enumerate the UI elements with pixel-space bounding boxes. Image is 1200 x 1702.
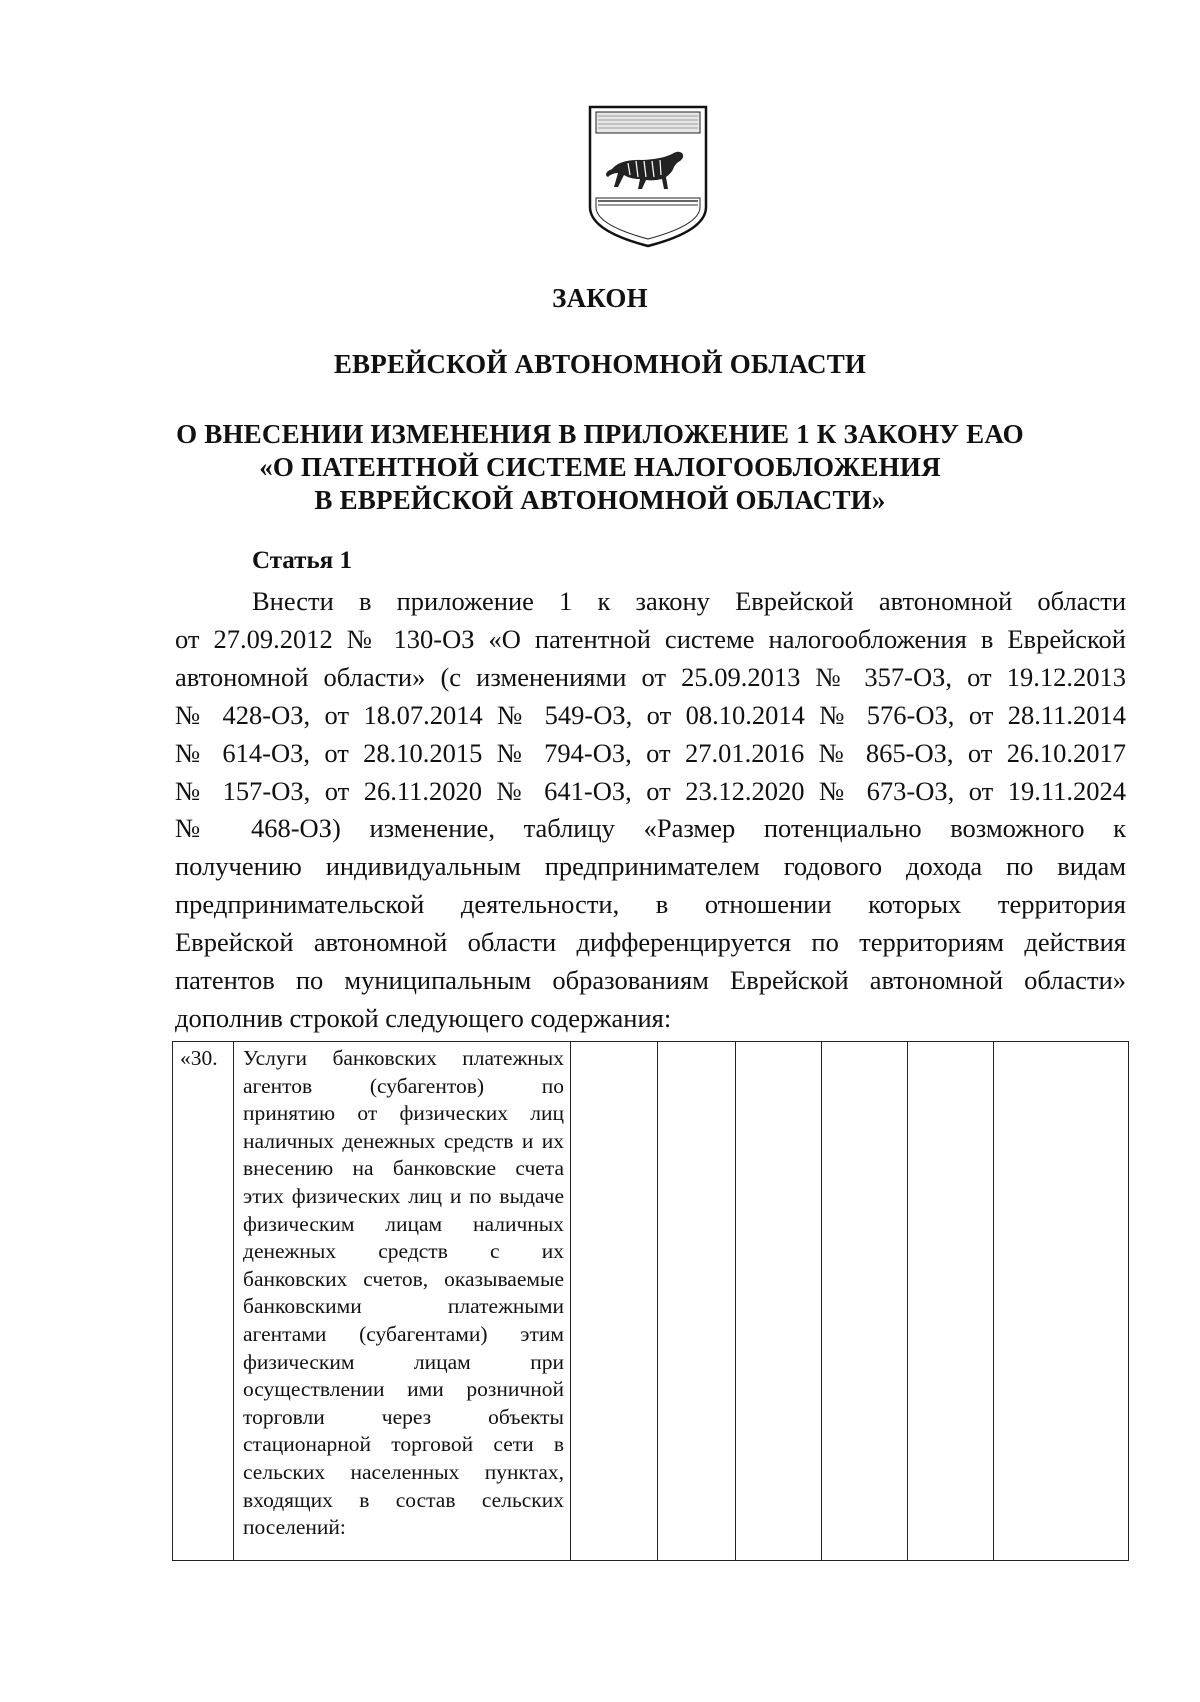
description-line: наличных денежных средств и их [243,1128,564,1153]
description-line: физическим лицам при [243,1349,564,1374]
description-line: поселений: [243,1515,346,1540]
document-heading-law: ЗАКОН [552,283,648,313]
document-heading-region: ЕВРЕЙСКОЙ АВТОНОМНОЙ ОБЛАСТИ [333,349,867,379]
article-line: предпринимательской деятельности, в отношении которых территория [175,889,1126,920]
description-line: торговли через объекты [243,1404,564,1429]
description-line: банковских счетов, оказываемые [243,1266,564,1291]
description-line: входящих в состав сельских [243,1487,564,1512]
description-line: банковскими платежными [243,1294,564,1319]
empty-value-cell [908,1042,994,1561]
empty-value-cell [658,1042,736,1561]
description-line: сельских населенных пунктах, [243,1459,564,1484]
article-line: Еврейской автономной области дифференцируется по территориям действия [175,927,1126,958]
description-line: этих физических лиц и по выдаче [243,1183,564,1208]
empty-value-cell [736,1042,822,1561]
empty-value-cell [994,1042,1129,1561]
article-line: патентов по муниципальным образованиям Еврейской автономной области» [175,965,1126,996]
empty-value-cell [571,1042,658,1561]
article-line: получению индивидуальным предпринимателем годового дохода по видам [175,851,1126,882]
title-line: О ВНЕСЕНИИ ИЗМЕНЕНИЯ В ПРИЛОЖЕНИЕ 1 К ЗАКОНУ ЕАО [176,419,1024,449]
coat-of-arms-emblem [584,103,712,249]
article-line: Внести в приложение 1 к закону Еврейской автономной области [252,586,1126,616]
article-body [175,583,1126,1038]
table-row [173,1042,1129,1561]
title-line: В ЕВРЕЙСКОЙ АВТОНОМНОЙ ОБЛАСТИ» [314,485,886,515]
amendment-table-row [172,1041,1129,1561]
document-title [0,418,1200,517]
row-number-cell: «30. [173,1042,234,1561]
article-line: дополнив строкой следующего содержания: [175,1002,672,1033]
article-line: № 428-ОЗ, от 18.07.2014 № 549-ОЗ, от 08.10.2014 № 576-ОЗ, от 28.11.2014 [175,699,1126,730]
article-line: № 468-ОЗ) изменение, таблицу «Размер потенциально возможного к [175,813,1126,844]
description-line: принятию от физических лиц [243,1101,564,1126]
description-line: стационарной торговой сети в [243,1432,564,1457]
title-line: «О ПАТЕНТНОЙ СИСТЕМЕ НАЛОГООБЛОЖЕНИЯ [259,452,941,482]
article-line: автономной области» (с изменениями от 25.09.2013 № 357-ОЗ, от 19.12.2013 [175,661,1126,692]
description-line: Услуги банковских платежных [243,1046,564,1070]
description-line: осуществлении ими розничной [243,1377,564,1402]
description-line: внесению на банковские счета [243,1156,564,1181]
description-line: физическим лицам наличных [243,1211,564,1236]
description-line: агентами (субагентами) этим [243,1321,564,1346]
empty-value-cell [822,1042,908,1561]
article-line: № 157-ОЗ, от 26.11.2020 № 641-ОЗ, от 23.12.2020 № 673-ОЗ, от 19.11.2024 [175,775,1126,806]
article-line: № 614-ОЗ, от 28.10.2015 № 794-ОЗ, от 27.01.2016 № 865-ОЗ, от 26.10.2017 [175,737,1126,768]
article-label: Статья 1 [252,547,352,574]
article-line: от 27.09.2012 № 130-ОЗ «О патентной системе налогообложения в Еврейской [175,623,1126,654]
description-line: агентов (субагентов) по [243,1073,564,1098]
description-line: денежных средств с их [243,1239,564,1264]
row-description-cell [234,1042,571,1561]
